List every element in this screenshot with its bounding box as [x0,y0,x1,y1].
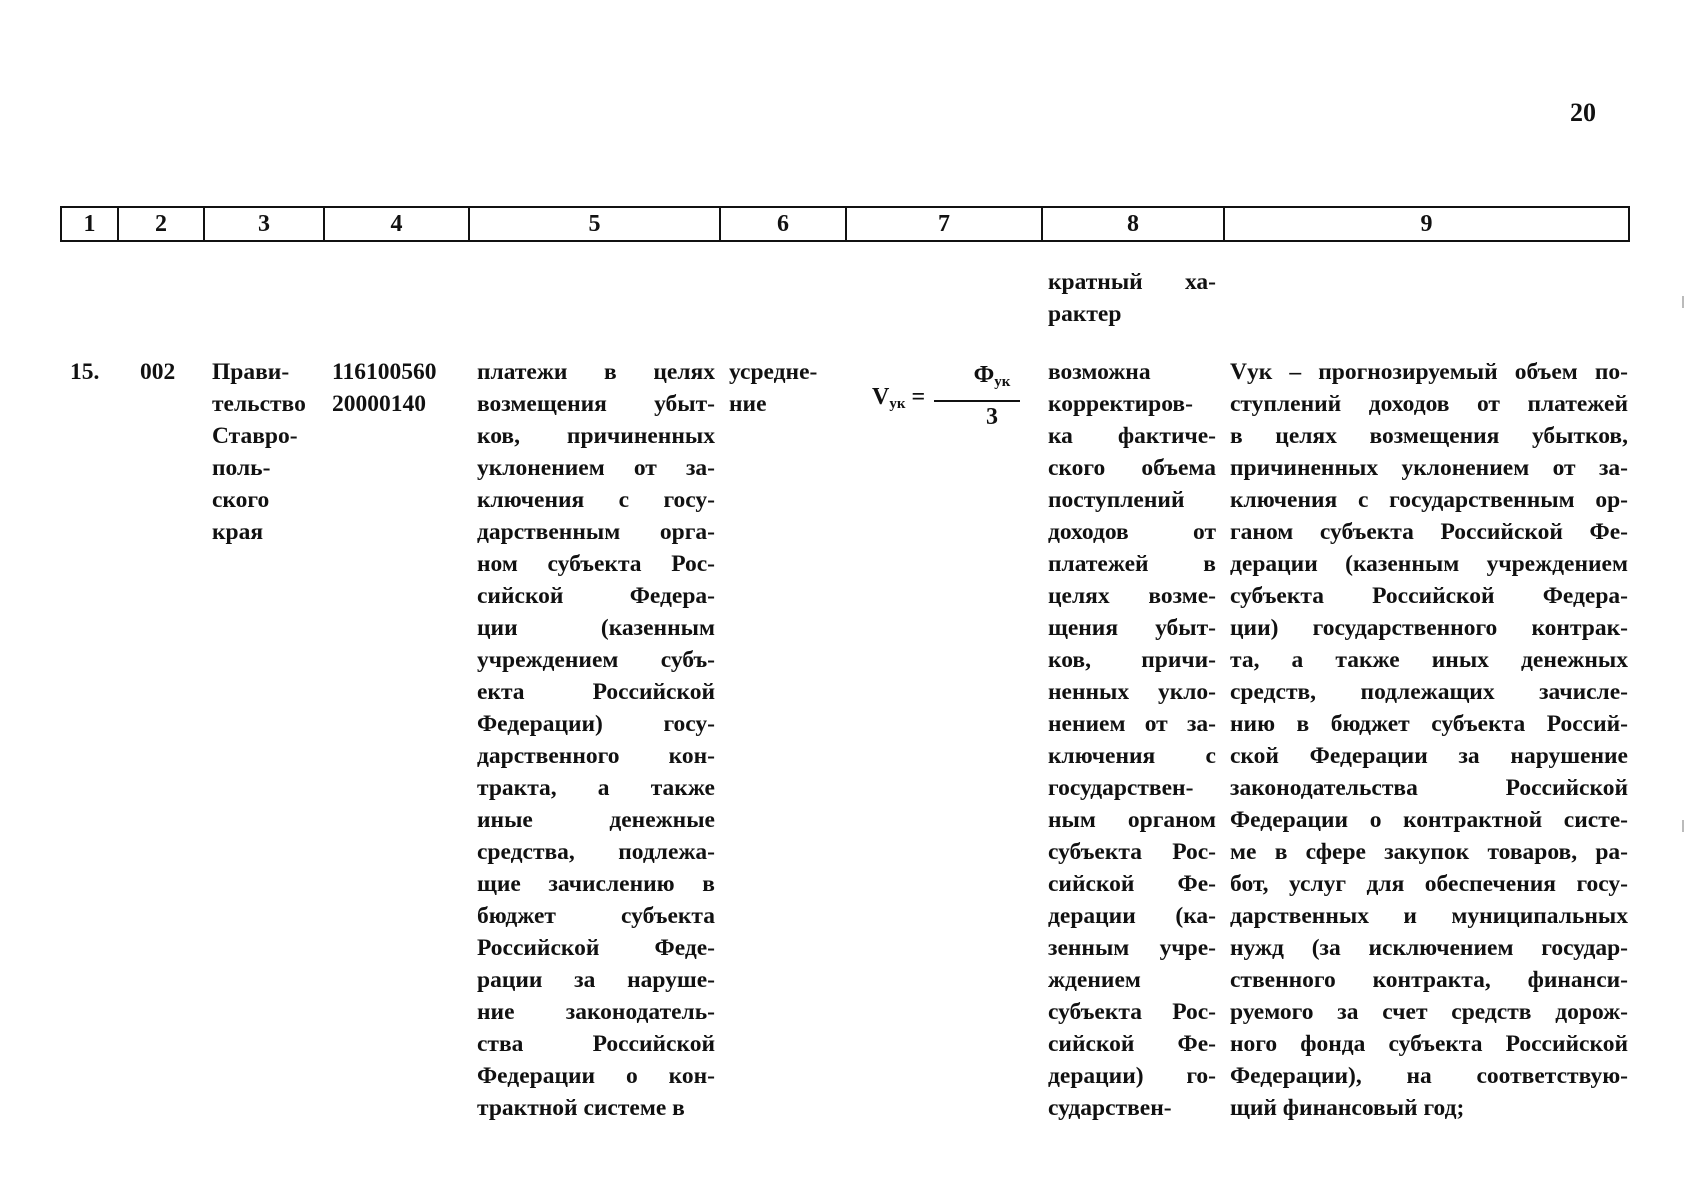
header-col-3: 3 [204,207,324,241]
description-line: тракта, а также [477,775,715,801]
header-col-6: 6 [720,207,846,241]
description-line: дарственным орга- [477,519,715,545]
administrator-line: края [212,519,264,545]
description-line: ства Российской [477,1031,715,1057]
continuation-line: рактер [1048,301,1122,327]
description-line: ции (казенным [477,615,715,641]
row-description [477,356,715,1124]
kbk-line: 20000140 [332,391,426,417]
column-number-header [60,206,1630,242]
notes-line: дерации (казенным учреждением [1230,551,1628,577]
header-col-9: 9 [1224,207,1629,241]
notes-line: щий финансовый год; [1230,1095,1465,1121]
header-col-7: 7 [846,207,1042,241]
correction-line: нением от за- [1048,711,1216,737]
page-number: 20 [1570,98,1596,127]
administrator-line: Ставро- [212,423,298,449]
notes-line: нию в бюджет субъекта Россий- [1230,711,1628,737]
row-kbk-code [332,356,472,420]
notes-line: ме в сфере закупок товаров, ра- [1230,839,1628,865]
description-line: ков, причиненных [477,423,715,449]
correction-line: зенным учре- [1048,935,1216,961]
row-method [729,356,839,420]
administrator-line: ского [212,487,270,513]
description-line: иные денежные [477,807,715,833]
description-line: платежи в целях [477,359,715,385]
correction-line: ждением [1048,967,1141,993]
notes-line: бот, услуг для обеспечения госу- [1230,871,1628,897]
notes-line: ской Федерации за нарушение [1230,743,1628,769]
notes-line: ственного контракта, финанси- [1230,967,1628,993]
description-line: учреждением субъ- [477,647,715,673]
correction-line: поступлений [1048,487,1185,513]
kbk-line: 116100560 [332,359,437,385]
method-line: усредне- [729,359,818,385]
header-col-1: 1 [61,207,118,241]
notes-line: та, а также иных денежных [1230,647,1628,673]
description-line: бюджет субъекта [477,903,715,929]
description-line: рации за наруше- [477,967,715,993]
description-line: ние законодатель- [477,999,715,1025]
notes-line: в целях возмещения убытков, [1230,423,1628,449]
correction-line: ключения с [1048,743,1216,769]
correction-line: целях возме- [1048,583,1216,609]
description-line: щие зачислению в [477,871,715,897]
description-line: дарственного кон- [477,743,715,769]
row-number: 15. [70,359,100,385]
description-line: Федерации о кон- [477,1063,715,1089]
notes-line: дарственных и муниципальных [1230,903,1628,929]
administrator-line: Прави- [212,359,290,385]
administrator-line: поль- [212,455,271,481]
correction-line: субъекта Рос- [1048,999,1216,1025]
continuation-line: кратный ха- [1048,269,1216,295]
description-line: Федерации) госу- [477,711,715,737]
correction-line: дерации (ка- [1048,903,1216,929]
correction-line: платежей в [1048,551,1216,577]
administrator-line: тельство [212,391,306,417]
correction-line: ным органом [1048,807,1216,833]
notes-line: ключения с государственным ор- [1230,487,1628,513]
notes-line: ганом субъекта Российской Фе- [1230,519,1628,545]
correction-line: щения убыт- [1048,615,1216,641]
header-row [61,207,1629,241]
description-line: ном субъекта Рос- [477,551,715,577]
formula-denominator: 3 [986,404,998,430]
row-notes [1230,356,1628,1124]
header-col-2: 2 [118,207,204,241]
row-administrator [212,356,322,548]
correction-line: субъекта Рос- [1048,839,1216,865]
method-line: ние [729,391,767,417]
correction-line: ков, причи- [1048,647,1216,673]
notes-line: Федерации), на соответствую- [1230,1063,1628,1089]
correction-line: сударствен- [1048,1095,1172,1121]
continuation-col8 [1048,266,1216,330]
notes-line: ного фонда субъекта Российской [1230,1031,1628,1057]
correction-line: сийской Фе- [1048,1031,1216,1057]
notes-line: субъекта Российской Федера- [1230,583,1628,609]
description-line: сийской Федера- [477,583,715,609]
description-line: возмещения убыт- [477,391,715,417]
correction-line: ненных укло- [1048,679,1216,705]
header-col-5: 5 [469,207,720,241]
correction-line: ского объема [1048,455,1216,481]
formula-numerator: $Ф_{ук}$ [973,362,1011,390]
header-col-4: 4 [324,207,469,241]
calculation-formula [872,362,1022,442]
notes-line: причиненных уклонением от за- [1230,455,1628,481]
description-line: ключения с госу- [477,487,715,513]
notes-line: руемого за счет средств дорож- [1230,999,1628,1025]
notes-line: средств, подлежащих зачисле- [1230,679,1628,705]
description-line: трактной системе в [477,1095,685,1121]
correction-line: доходов от [1048,519,1216,545]
description-line: средства, подлежа- [477,839,715,865]
correction-line: государствен- [1048,775,1194,801]
notes-line: ции) государственного контрак- [1230,615,1628,641]
notes-line: нужд (за исключением государ- [1230,935,1628,961]
description-line: екта Российской [477,679,715,705]
row-code: 002 [140,359,176,385]
notes-line: Федерации о контрактной систе- [1230,807,1628,833]
description-line: Российской Феде- [477,935,715,961]
notes-line: Vук – прогнозируемый объем по- [1230,359,1628,385]
scan-edge-mark [1682,820,1684,832]
fraction-bar [934,400,1020,402]
correction-line: дерации) го- [1048,1063,1216,1089]
correction-line: возможна [1048,359,1151,385]
scan-edge-mark [1682,296,1684,308]
correction-line: корректиров- [1048,391,1193,417]
description-line: уклонением от за- [477,455,715,481]
notes-line: законодательства Российской [1230,775,1628,801]
header-col-8: 8 [1042,207,1224,241]
correction-line: ка фактиче- [1048,423,1216,449]
correction-line: сийской Фе- [1048,871,1216,897]
formula-lhs: $V_{ук}$ = [872,384,926,412]
notes-line: ступлений доходов от платежей [1230,391,1628,417]
row-correction [1048,356,1216,1124]
